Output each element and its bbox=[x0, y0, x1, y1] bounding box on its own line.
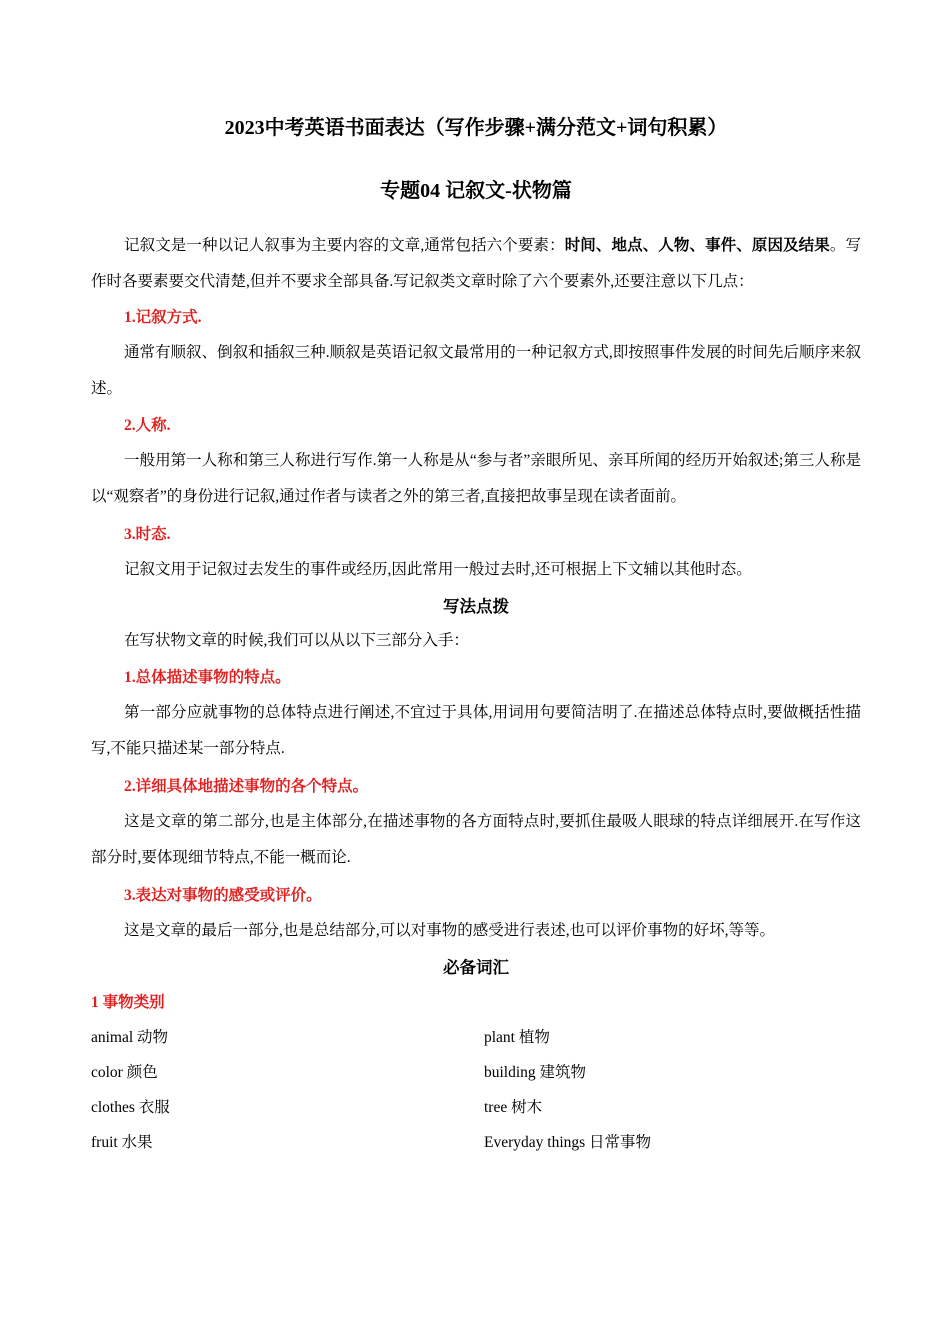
writing-tips-heading: 写法点拨 bbox=[443, 597, 509, 616]
document-title: 2023中考英语书面表达（写作步骤+满分范文+词句积累） bbox=[224, 117, 728, 139]
vocabulary-row bbox=[91, 1026, 861, 1061]
step-heading-evaluation: 3.表达对事物的感受或评价。 bbox=[124, 887, 322, 904]
step-body-evaluation: 这是文章的最后一部分,也是总结部分,可以对事物的感受进行表述,也可以评价事物的好坏,等等。 bbox=[124, 922, 776, 939]
point-heading-narration: 1.记叙方式. bbox=[124, 309, 202, 326]
vocabulary-item: plant 植物 bbox=[484, 1029, 550, 1046]
vocabulary-item: color 颜色 bbox=[91, 1064, 158, 1081]
vocabulary-item: animal 动物 bbox=[91, 1029, 169, 1046]
vocabulary-row bbox=[91, 1061, 861, 1096]
document-subtitle: 专题04 记叙文-状物篇 bbox=[380, 180, 572, 202]
step-body-details: 这是文章的第二部分,也是主体部分,在描述事物的各方面特点时,要抓住最吸人眼球的特点详细展开.在写作这部分时,要体现细节特点,不能一概而论. bbox=[91, 813, 861, 866]
intro-text-after: 。写作时各要素要交代清楚,但并不要求全部具备.写记叙类文章时除了六个要素外,还要注意以下几点： bbox=[91, 237, 861, 290]
point-body-person: 一般用第一人称和第三人称进行写作.第一人称是从“参与者”亲眼所见、亲耳所闻的经历开始叙述;第三人称是以“观察者”的身份进行记叙,通过作者与读者之外的第三者,直接把故事呈现在读者面前。 bbox=[91, 452, 861, 505]
step-heading-details: 2.详细具体地描述事物的各个特点。 bbox=[124, 778, 369, 795]
vocabulary-item: fruit 水果 bbox=[91, 1134, 153, 1151]
step-heading-overall: 1.总体描述事物的特点。 bbox=[124, 669, 291, 686]
writing-tips-intro: 在写状物文章的时候,我们可以从以下三部分入手： bbox=[124, 632, 469, 649]
intro-bold-elements: 时间、地点、人物、事件、原因及结果 bbox=[564, 237, 830, 254]
vocabulary-row bbox=[91, 1131, 861, 1166]
vocabulary-list bbox=[91, 1026, 861, 1166]
point-body-tense: 记叙文用于记叙过去发生的事件或经历,因此常用一般过去时,还可根据上下文辅以其他时态。 bbox=[124, 561, 752, 578]
vocabulary-item: tree 树木 bbox=[484, 1099, 543, 1116]
point-heading-person: 2.人称. bbox=[124, 417, 171, 434]
vocabulary-row bbox=[91, 1096, 861, 1131]
vocabulary-item: building 建筑物 bbox=[484, 1064, 587, 1081]
vocabulary-item: Everyday things 日常事物 bbox=[484, 1134, 652, 1151]
step-body-overall: 第一部分应就事物的总体特点进行阐述,不宜过于具体,用词用句要简洁明了.在描述总体特点时,要做概括性描写,不能只描述某一部分特点. bbox=[91, 704, 861, 757]
point-heading-tense: 3.时态. bbox=[124, 526, 171, 543]
intro-paragraph bbox=[91, 228, 861, 299]
intro-text-before: 记叙文是一种以记人叙事为主要内容的文章,通常包括六个要素： bbox=[124, 237, 565, 254]
vocabulary-category: 1 事物类别 bbox=[91, 994, 165, 1011]
vocabulary-item: clothes 衣服 bbox=[91, 1099, 170, 1116]
point-body-narration: 通常有顺叙、倒叙和插叙三种.顺叙是英语记叙文最常用的一种记叙方式,即按照事件发展的时间先后顺序来叙述。 bbox=[91, 344, 861, 397]
vocabulary-heading: 必备词汇 bbox=[443, 958, 509, 977]
